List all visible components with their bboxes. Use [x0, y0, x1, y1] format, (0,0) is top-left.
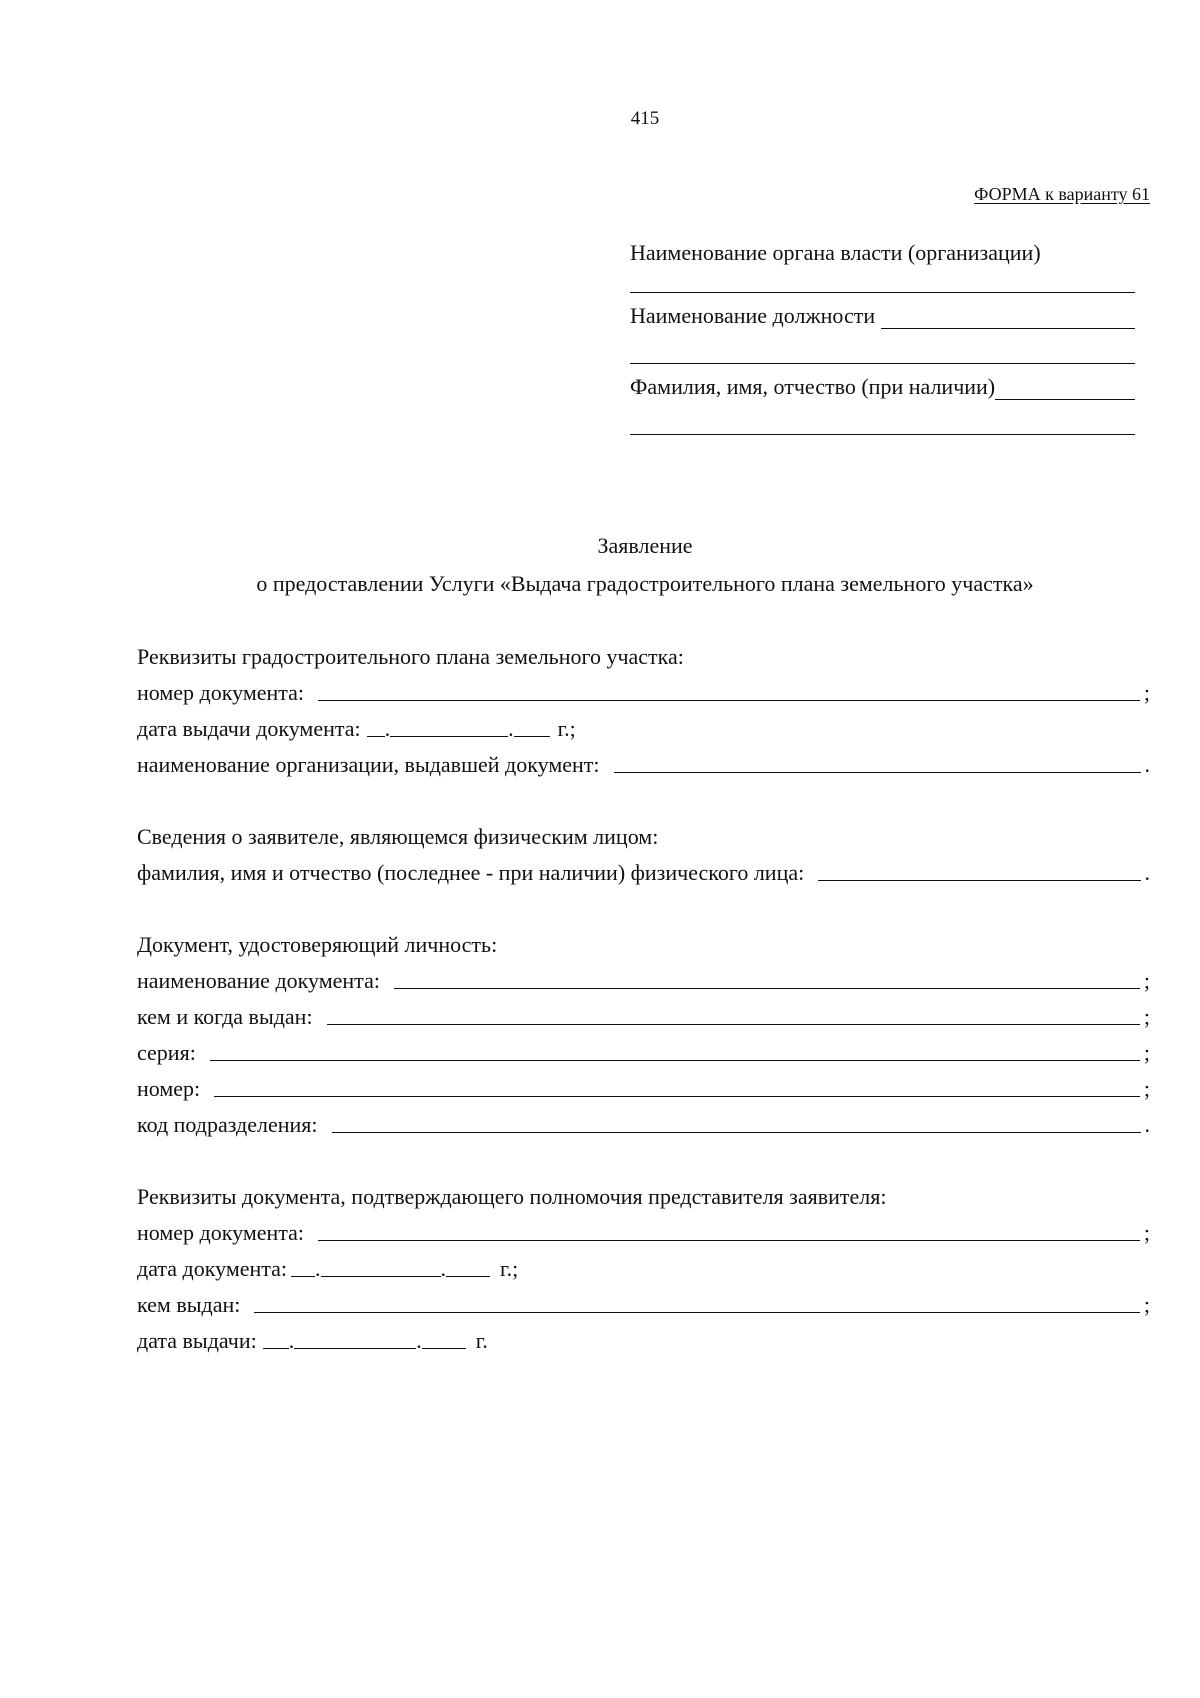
rep-doc-day-field[interactable]: [291, 1256, 315, 1277]
identity-series-label: серия:: [137, 1040, 196, 1065]
applicant-fio-field[interactable]: [818, 860, 1140, 881]
rep-issue-date-label: дата выдачи:: [137, 1328, 257, 1353]
gpzu-org-field[interactable]: [614, 752, 1141, 773]
rep-doc-year-field[interactable]: [446, 1256, 490, 1277]
rep-issued-by-field[interactable]: [254, 1292, 1140, 1313]
rep-issued-by-row: [137, 1283, 1150, 1319]
period: .: [1144, 860, 1150, 885]
title-block: [0, 527, 1200, 603]
identity-number-field[interactable]: [214, 1076, 1140, 1097]
identity-division-label: код подразделения:: [137, 1112, 318, 1137]
identity-number-label: номер:: [137, 1076, 201, 1101]
rep-heading-row: [137, 1175, 1150, 1211]
date-dot: .: [288, 1328, 295, 1353]
semicolon: ;: [1143, 680, 1150, 705]
gpzu-issue-day-field[interactable]: [367, 716, 385, 737]
period: .: [1144, 1112, 1150, 1137]
applicant-heading-row: [137, 815, 1150, 851]
identity-doc-name-label: наименование документа:: [137, 968, 380, 993]
gpzu-doc-number-row: [137, 671, 1150, 707]
identity-doc-name-row: [137, 959, 1150, 995]
addressee-fio-label: Фамилия, имя, отчество (при наличии): [630, 374, 996, 399]
rep-doc-number-row: [137, 1211, 1150, 1247]
form-body: [137, 635, 1150, 1355]
document-subtitle: о предоставлении Услуги «Выдача градостроительного плана земельного участка»: [256, 571, 1034, 596]
addressee-fio-field[interactable]: [995, 379, 1135, 400]
gpzu-heading: Реквизиты градостроительного плана земельного участка:: [137, 644, 684, 669]
identity-division-row: [137, 1103, 1150, 1139]
authority-label: Наименование органа власти (организации): [630, 240, 1041, 265]
gpzu-org-row: [137, 743, 1150, 779]
rep-issue-date-suffix: г.: [475, 1328, 488, 1353]
position-field[interactable]: [881, 308, 1135, 329]
rep-issued-by-label: кем выдан:: [137, 1292, 241, 1317]
addressee-block: [630, 240, 1135, 435]
gpzu-issue-year-field[interactable]: [514, 716, 550, 737]
rep-issue-month-field[interactable]: [294, 1328, 416, 1349]
identity-issued-field[interactable]: [327, 1004, 1140, 1025]
identity-series-row: [137, 1031, 1150, 1067]
rep-doc-date-label: дата документа:: [137, 1256, 288, 1281]
semicolon: ;: [1143, 1004, 1150, 1029]
addressee-fio-field-line-2[interactable]: [630, 434, 1135, 435]
semicolon: ;: [1143, 1220, 1150, 1245]
identity-issued-label: кем и когда выдан:: [137, 1004, 313, 1029]
semicolon: ;: [1143, 1040, 1150, 1065]
rep-heading: Реквизиты документа, подтверждающего полномочия представителя заявителя:: [137, 1184, 887, 1209]
form-reference: ФОРМА к варианту 61: [974, 184, 1150, 204]
rep-doc-month-field[interactable]: [321, 1256, 441, 1277]
gpzu-heading-row: [137, 635, 1150, 671]
gpzu-doc-number-field[interactable]: [318, 680, 1140, 701]
period: .: [1144, 752, 1150, 777]
date-dot: .: [384, 716, 391, 741]
identity-heading-row: [137, 923, 1150, 959]
semicolon: ;: [1143, 1292, 1150, 1317]
identity-series-field[interactable]: [210, 1040, 1140, 1061]
identity-doc-name-field[interactable]: [394, 968, 1140, 989]
semicolon: ;: [1143, 968, 1150, 993]
applicant-heading: Сведения о заявителе, являющемся физическим лицом:: [137, 824, 659, 849]
date-dot: .: [508, 716, 514, 741]
gpzu-issue-date-row: [137, 707, 1150, 743]
gpzu-doc-number-label: номер документа:: [137, 680, 305, 705]
gpzu-issue-date-label: дата выдачи документа:: [137, 716, 361, 741]
date-dot: .: [416, 1328, 422, 1353]
gpzu-year-suffix: г.;: [557, 716, 576, 741]
identity-issued-row: [137, 995, 1150, 1031]
gpzu-org-label: наименование организации, выдавшей документ:: [137, 752, 600, 777]
rep-issue-year-field[interactable]: [422, 1328, 466, 1349]
rep-doc-date-row: [137, 1247, 1150, 1283]
applicant-fio-label: фамилия, имя и отчество (последнее - при наличии) физического лица:: [137, 860, 805, 885]
document-title: Заявление: [597, 533, 693, 558]
date-dot: .: [315, 1256, 321, 1281]
rep-issue-date-row: [137, 1319, 1150, 1355]
applicant-fio-row: [137, 851, 1150, 887]
identity-heading: Документ, удостоверяющий личность:: [137, 932, 498, 957]
rep-doc-number-label: номер документа:: [137, 1220, 305, 1245]
page-number: 415: [630, 108, 660, 129]
rep-doc-number-field[interactable]: [318, 1220, 1140, 1241]
semicolon: ;: [1143, 1076, 1150, 1101]
identity-division-field[interactable]: [332, 1112, 1141, 1133]
position-row: [630, 303, 1135, 329]
gpzu-issue-month-field[interactable]: [390, 716, 508, 737]
position-label: Наименование должности: [630, 303, 876, 328]
rep-doc-date-suffix: г.;: [500, 1256, 519, 1281]
fio-row: [630, 374, 1135, 400]
date-dot: .: [440, 1256, 447, 1281]
rep-issue-day-field[interactable]: [263, 1328, 289, 1349]
identity-number-row: [137, 1067, 1150, 1103]
